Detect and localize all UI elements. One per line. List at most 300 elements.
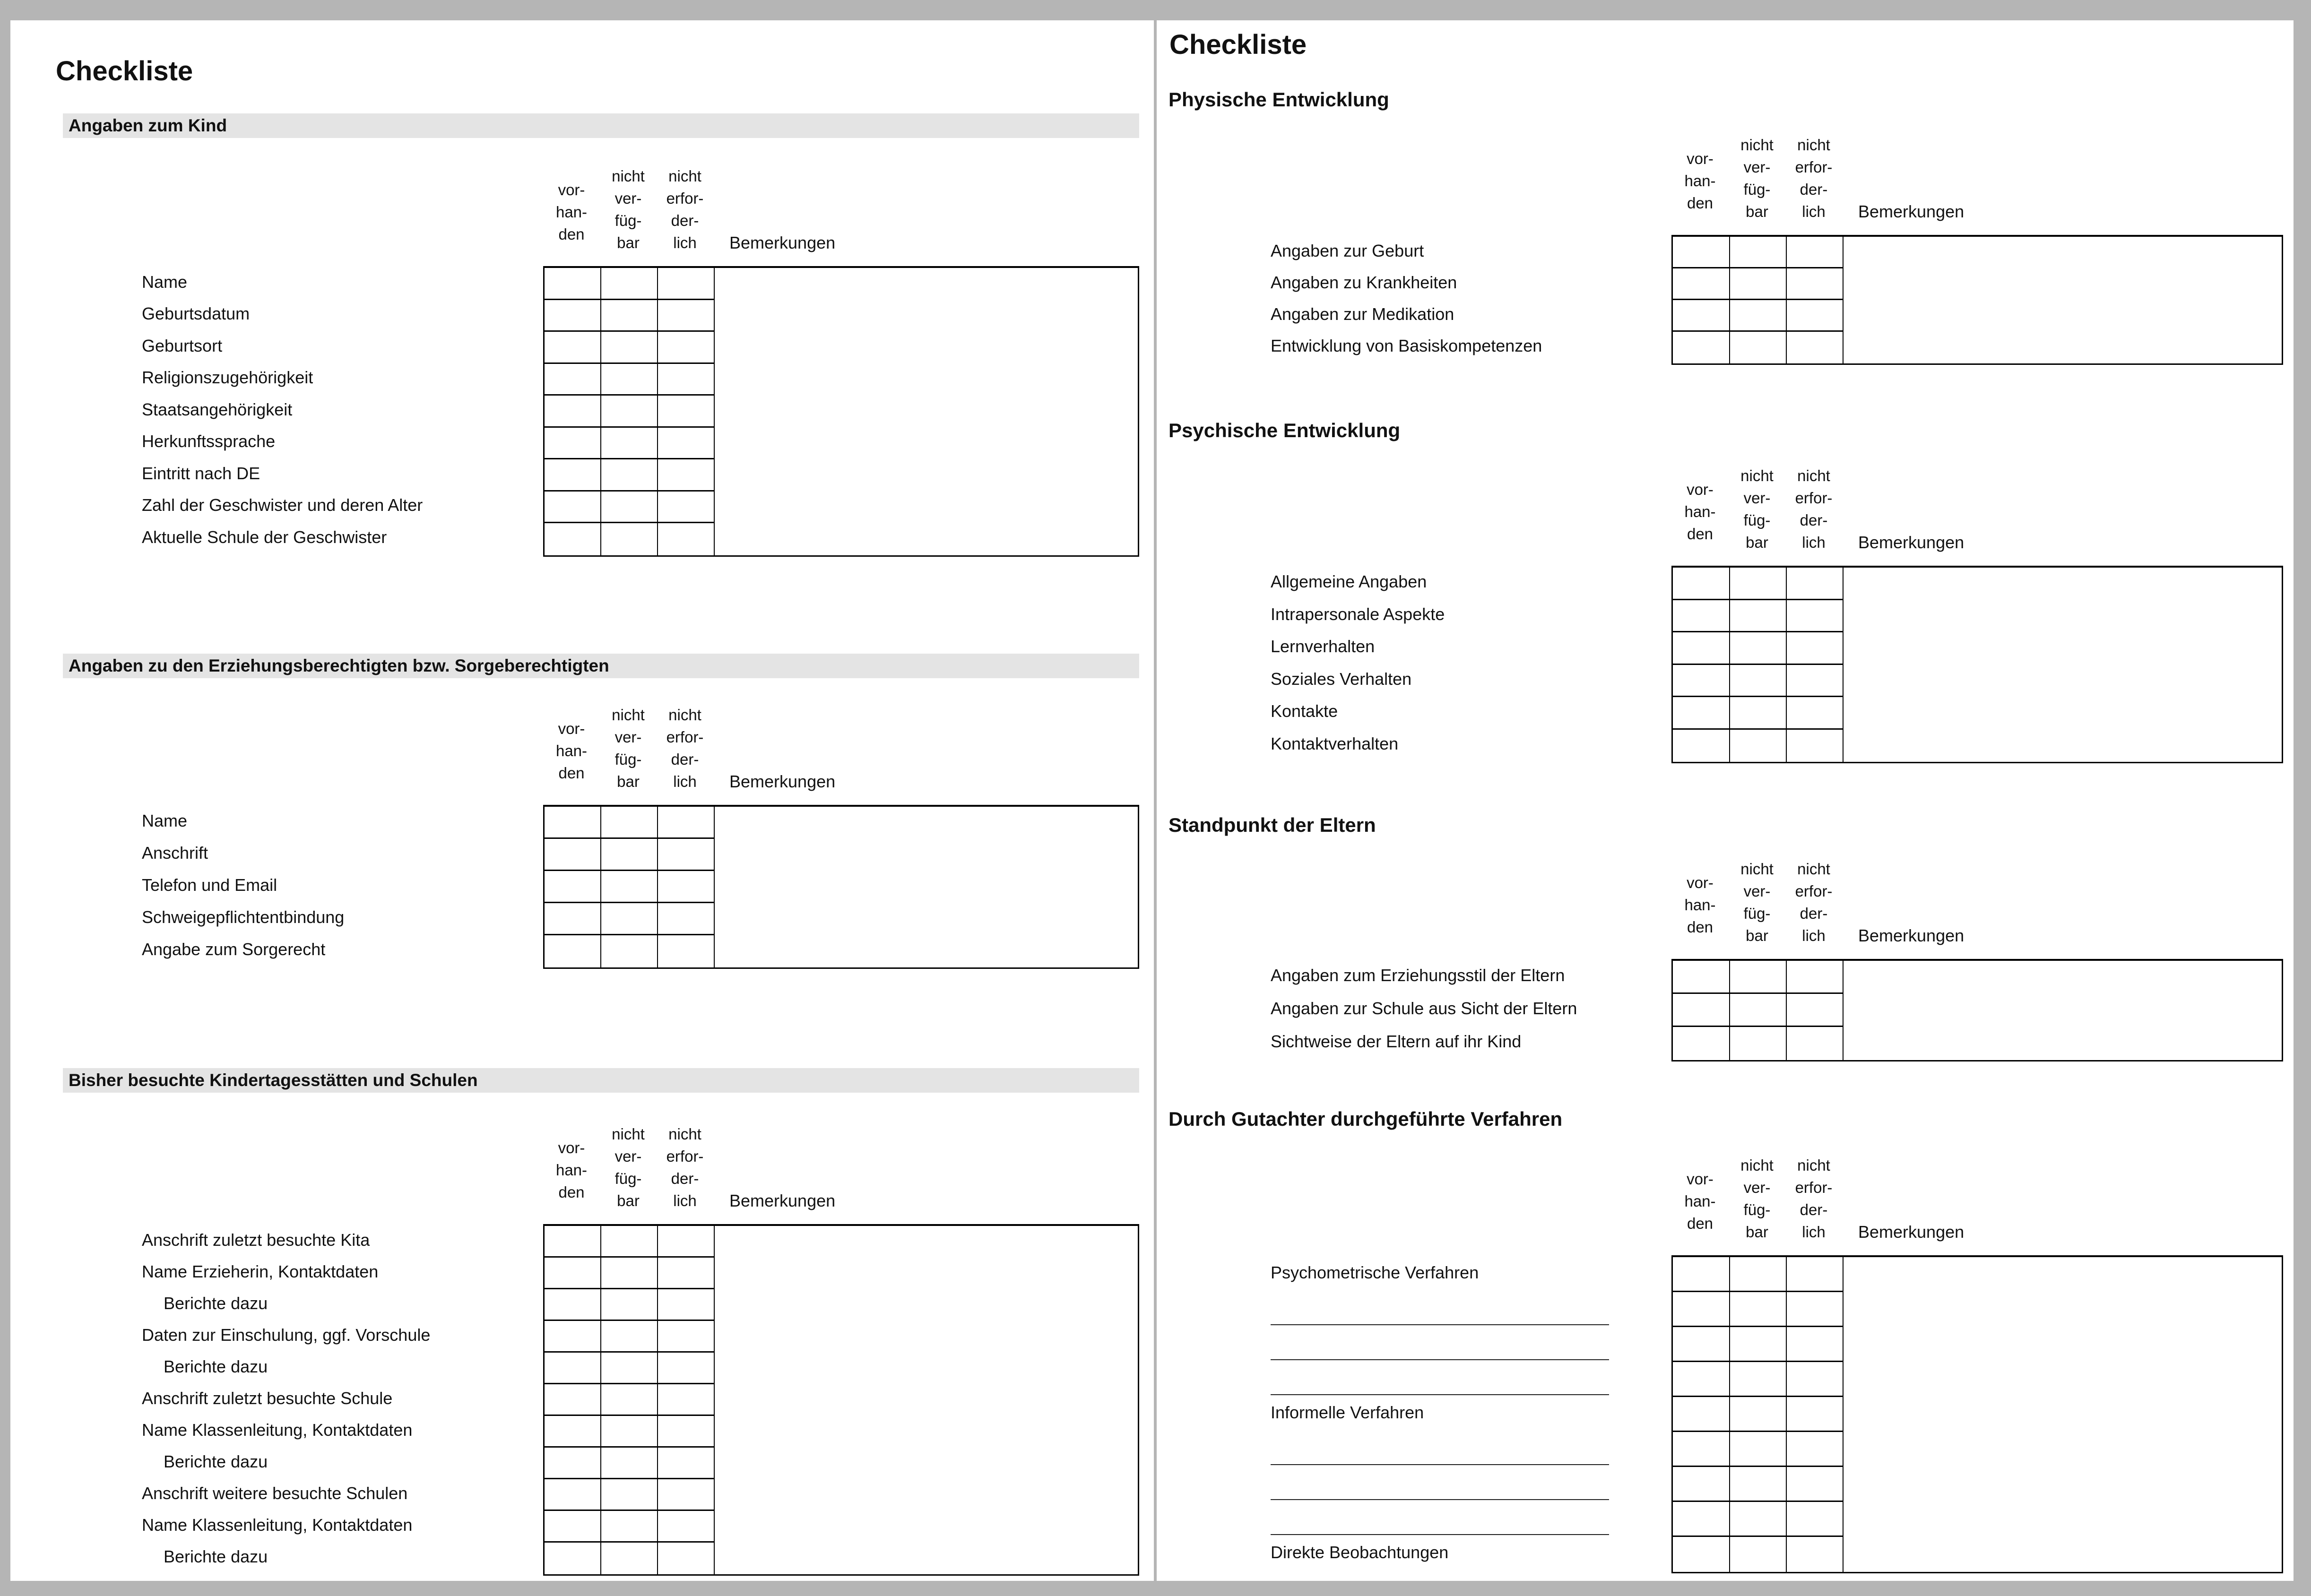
row-label [1271,298,1671,330]
col-header-line: lich [673,773,697,790]
cell-nicht-erforderlich[interactable] [1787,1537,1844,1572]
col-header-line: nicht [668,167,701,185]
col-header-line: füg- [1743,511,1771,529]
cell-vorhanden[interactable] [545,428,601,460]
cell-nicht-verfuegbar[interactable] [1730,568,1787,600]
row-label-text: Religionszugehörigkeit [142,368,313,388]
bemerkungen-cell[interactable] [715,268,1138,555]
row-label [142,298,543,330]
cell-nicht-verfuegbar[interactable] [1730,268,1787,300]
bemerkungen-cell[interactable] [715,807,1138,967]
cell-nicht-erforderlich[interactable] [1787,632,1844,665]
col-header-line: vor- [1687,1170,1714,1188]
cell-nicht-verfuegbar[interactable] [1730,1257,1787,1292]
row-label-text: Lernverhalten [1271,637,1375,656]
cell-nicht-verfuegbar[interactable] [1730,1027,1787,1060]
row-label-text: Herkunftssprache [142,431,276,451]
row-label [1271,992,1671,1025]
row-label-text: Angaben zum Erziehungsstil der Eltern [1271,966,1565,985]
cell-nicht-verfuegbar[interactable] [1730,665,1787,698]
cell-nicht-verfuegbar[interactable] [1730,332,1787,363]
cell-nicht-erforderlich[interactable] [658,492,715,524]
table-column-headers [1671,134,2283,223]
col-header-nicht-erforderlich [1785,134,1842,223]
row-label-text: Berichte dazu [164,1546,268,1566]
bemerkungen-cell[interactable] [1844,961,2282,1060]
cell-nicht-verfuegbar[interactable] [601,428,658,460]
col-header-line: ver- [615,728,642,746]
cell-nicht-erforderlich[interactable] [1787,697,1844,730]
cell-nicht-verfuegbar[interactable] [601,903,658,935]
col-header-line: bar [617,773,640,790]
row-label [142,933,543,966]
checkbox-grid [543,805,1139,969]
row-label-text: Entwicklung von Basiskompetenzen [1271,336,1542,355]
cell-nicht-erforderlich[interactable] [658,1479,715,1511]
cell-nicht-erforderlich[interactable] [658,1448,715,1479]
cell-nicht-verfuegbar[interactable] [601,1416,658,1448]
cell-nicht-verfuegbar[interactable] [1730,994,1787,1027]
col-header-nicht-erforderlich [657,165,713,254]
row-label [1271,1395,1671,1430]
row-label-text: Informelle Verfahren [1271,1403,1424,1422]
cell-nicht-verfuegbar[interactable] [1730,1537,1787,1572]
cell-nicht-erforderlich[interactable] [1787,1292,1844,1327]
row-label [1271,1535,1671,1570]
cell-nicht-erforderlich[interactable] [658,839,715,871]
cell-vorhanden[interactable] [545,1479,601,1511]
cell-nicht-erforderlich[interactable] [1787,1467,1844,1502]
row-label-text: Psychometrische Verfahren [1271,1263,1479,1282]
cell-nicht-erforderlich[interactable] [1787,600,1844,633]
table-column-headers [543,1123,1139,1212]
table-body [1271,566,2283,763]
row-label-column [1271,959,1671,1061]
row-label-text: Kontakte [1271,701,1338,721]
col-header-line: erfor- [666,728,704,746]
col-header-line: erfor- [666,190,704,207]
col-header-line: der- [671,1170,699,1187]
row-label-text: Berichte dazu [164,1451,268,1471]
cell-nicht-verfuegbar[interactable] [1730,1467,1787,1502]
cell-vorhanden[interactable] [545,807,601,839]
col-header-line: den [1687,194,1714,212]
cell-nicht-verfuegbar[interactable] [601,332,658,364]
cell-nicht-erforderlich[interactable] [658,1289,715,1321]
cell-nicht-verfuegbar[interactable] [601,396,658,428]
cell-vorhanden[interactable] [1673,332,1730,363]
col-header-line: lich [1802,1223,1826,1241]
cell-vorhanden[interactable] [1673,1537,1730,1572]
col-header-line: nicht [1740,1156,1774,1174]
cell-nicht-verfuegbar[interactable] [1730,237,1787,268]
cell-nicht-verfuegbar[interactable] [1730,697,1787,730]
row-label [142,1509,543,1541]
cell-vorhanden[interactable] [545,1289,601,1321]
cell-nicht-verfuegbar[interactable] [1730,730,1787,762]
cell-nicht-verfuegbar[interactable] [1730,961,1787,994]
cell-vorhanden[interactable] [545,935,601,967]
cell-nicht-verfuegbar[interactable] [1730,1502,1787,1537]
cell-nicht-verfuegbar[interactable] [601,1479,658,1511]
col-header-line: füg- [615,751,642,768]
cell-vorhanden[interactable] [1673,1502,1730,1537]
cell-vorhanden[interactable] [1673,1257,1730,1292]
row-label [1271,267,1671,298]
col-header-bemerkungen: Bemerkungen [1858,202,1965,221]
cell-nicht-erforderlich[interactable] [1787,665,1844,698]
col-header-line: han- [555,1161,588,1179]
col-header-line: erfor- [1795,158,1833,176]
table-body [1271,959,2283,1061]
table-body [142,1224,1139,1576]
col-header-line: han- [555,203,588,221]
cell-nicht-erforderlich[interactable] [1787,961,1844,994]
cell-nicht-erforderlich[interactable] [658,903,715,935]
cell-nicht-erforderlich[interactable] [658,1321,715,1353]
col-header-vorhanden [543,179,600,254]
cell-nicht-erforderlich[interactable] [658,1416,715,1448]
row-label [142,394,543,426]
blank-writing-row [1271,1500,1671,1535]
col-header-line: bar [1746,203,1768,220]
col-header-line: lich [1802,927,1826,944]
col-header-line: füg- [1743,181,1771,198]
col-header-line: bar [617,234,640,251]
cell-vorhanden[interactable] [545,1511,601,1543]
col-header-nicht-verfuegbar [600,1123,657,1212]
cell-vorhanden[interactable] [1673,1432,1730,1467]
cell-nicht-verfuegbar[interactable] [601,1258,658,1289]
cell-nicht-erforderlich[interactable] [1787,268,1844,300]
bemerkungen-cell[interactable] [1844,1257,2282,1572]
row-label-text: Anschrift zuletzt besuchte Kita [142,1230,370,1250]
cell-nicht-erforderlich[interactable] [1787,1257,1844,1292]
col-header-line: erfor- [1795,1179,1833,1196]
cell-nicht-erforderlich[interactable] [1787,1362,1844,1397]
col-header-line: den [558,225,585,243]
page-title: Checkliste [56,56,193,86]
cell-nicht-verfuegbar[interactable] [601,364,658,396]
cell-vorhanden[interactable] [545,1321,601,1353]
col-header-vorhanden [543,1137,600,1212]
col-header-line: ver- [1743,489,1771,507]
col-header-vorhanden [1671,1168,1729,1243]
col-header-nicht-erforderlich [657,704,713,793]
cell-vorhanden[interactable] [1673,1467,1730,1502]
row-label [142,426,543,458]
table-body [142,805,1139,969]
col-header-line: ver- [615,1147,642,1165]
col-header-line: ver- [1743,158,1771,176]
cell-nicht-erforderlich[interactable] [1787,568,1844,600]
cell-nicht-erforderlich[interactable] [658,1353,715,1384]
col-header-line: nicht [1797,1156,1830,1174]
col-header-line: han- [555,742,588,759]
row-label [142,490,543,522]
cell-nicht-verfuegbar[interactable] [601,1321,658,1353]
row-label [1271,330,1671,362]
col-header-vorhanden [1671,147,1729,223]
cell-nicht-erforderlich[interactable] [658,268,715,300]
col-header-line: füg- [1743,1201,1771,1218]
cell-nicht-erforderlich[interactable] [658,364,715,396]
cell-vorhanden[interactable] [1673,1292,1730,1327]
cell-nicht-verfuegbar[interactable] [1730,300,1787,332]
col-header-line: nicht [1740,136,1774,154]
col-header-line: ver- [1743,882,1771,900]
cell-vorhanden[interactable] [1673,730,1730,762]
cell-vorhanden[interactable] [545,396,601,428]
col-header-line: han- [1684,172,1716,190]
cell-nicht-erforderlich[interactable] [658,1258,715,1289]
blank-writing-row [1271,1290,1671,1325]
row-label-text: Schweigepflichtentbindung [142,907,345,927]
col-header-bemerkungen: Bemerkungen [729,1191,836,1210]
col-header-line: vor- [1687,150,1714,167]
cell-vorhanden[interactable] [545,1543,601,1574]
cell-nicht-verfuegbar[interactable] [601,935,658,967]
cell-nicht-erforderlich[interactable] [1787,1502,1844,1537]
col-header-line: nicht [668,706,701,724]
cell-vorhanden[interactable] [1673,961,1730,994]
table-body [142,266,1139,557]
cell-vorhanden[interactable] [1673,632,1730,665]
cell-vorhanden[interactable] [1673,1397,1730,1432]
cell-nicht-erforderlich[interactable] [1787,730,1844,762]
col-header-line: der- [1800,511,1828,529]
section-heading: Psychische Entwicklung [1168,419,1401,441]
cell-nicht-verfuegbar[interactable] [601,459,658,492]
bemerkungen-cell[interactable] [1844,237,2282,363]
col-header-line: lich [1802,203,1826,220]
cell-vorhanden[interactable] [545,523,601,555]
col-header-line: den [558,1183,585,1201]
col-header-nicht-erforderlich [657,1123,713,1212]
row-label-text: Anschrift zuletzt besuchte Schule [142,1388,393,1408]
cell-vorhanden[interactable] [1673,1327,1730,1362]
checklist-table-section [142,704,1139,969]
cell-vorhanden[interactable] [1673,600,1730,633]
cell-vorhanden[interactable] [545,1353,601,1384]
cell-nicht-verfuegbar[interactable] [601,1511,658,1543]
cell-nicht-verfuegbar[interactable] [601,807,658,839]
cell-nicht-erforderlich[interactable] [658,428,715,460]
cell-vorhanden[interactable] [1673,1362,1730,1397]
col-header-line: vor- [558,720,585,737]
row-label [142,330,543,362]
cell-nicht-verfuegbar[interactable] [601,492,658,524]
cell-nicht-verfuegbar[interactable] [601,1353,658,1384]
cell-nicht-erforderlich[interactable] [658,300,715,332]
cell-nicht-erforderlich[interactable] [658,523,715,555]
row-label-text: Direkte Beobachtungen [1271,1543,1449,1562]
cell-nicht-erforderlich[interactable] [1787,300,1844,332]
cell-vorhanden[interactable] [545,1384,601,1416]
cell-vorhanden[interactable] [1673,568,1730,600]
cell-nicht-verfuegbar[interactable] [601,268,658,300]
cell-vorhanden[interactable] [1673,300,1730,332]
cell-nicht-verfuegbar[interactable] [601,1543,658,1574]
cell-vorhanden[interactable] [545,1226,601,1258]
col-header-line: erfor- [1795,489,1833,507]
row-label-text: Berichte dazu [164,1293,268,1313]
cell-nicht-erforderlich[interactable] [658,1543,715,1574]
col-header-nicht-verfuegbar [600,165,657,254]
col-header-bemerkungen: Bemerkungen [729,233,836,252]
cell-vorhanden[interactable] [1673,268,1730,300]
cell-nicht-erforderlich[interactable] [658,459,715,492]
row-label-text: Angaben zur Medikation [1271,304,1454,324]
col-header-line: der- [671,212,699,229]
checklist-table-section [142,165,1139,557]
row-label [142,1224,543,1256]
cell-nicht-verfuegbar[interactable] [601,523,658,555]
cell-vorhanden[interactable] [545,364,601,396]
col-header-line: han- [1684,503,1716,520]
col-header-line: erfor- [1795,882,1833,900]
cell-nicht-erforderlich[interactable] [658,396,715,428]
col-header-line: den [1687,1215,1714,1232]
cell-nicht-erforderlich[interactable] [1787,1027,1844,1060]
cell-nicht-verfuegbar[interactable] [1730,1397,1787,1432]
cell-nicht-erforderlich[interactable] [1787,332,1844,363]
cell-vorhanden[interactable] [545,871,601,903]
row-label [142,837,543,869]
cell-vorhanden[interactable] [1673,665,1730,698]
bemerkungen-cell[interactable] [715,1226,1138,1574]
cell-nicht-verfuegbar[interactable] [601,1289,658,1321]
table-column-headers [543,165,1139,254]
cell-vorhanden[interactable] [545,332,601,364]
row-label-text: Geburtsdatum [142,304,250,324]
cell-vorhanden[interactable] [545,903,601,935]
row-label-text: Sichtweise der Eltern auf ihr Kind [1271,1032,1522,1051]
col-header-nicht-erforderlich [1785,858,1842,947]
cell-nicht-verfuegbar[interactable] [601,1448,658,1479]
col-header-line: ver- [1743,1179,1771,1196]
page-left [10,20,1154,1581]
cell-vorhanden[interactable] [545,1416,601,1448]
cell-nicht-verfuegbar[interactable] [1730,1362,1787,1397]
cell-nicht-erforderlich[interactable] [658,1511,715,1543]
row-label [142,1414,543,1446]
section-header-bar: Bisher besuchte Kindertagesstätten und Schulen [63,1068,1139,1093]
cell-nicht-erforderlich[interactable] [1787,1432,1844,1467]
cell-vorhanden[interactable] [1673,1027,1730,1060]
cell-vorhanden[interactable] [545,1258,601,1289]
cell-nicht-verfuegbar[interactable] [1730,1292,1787,1327]
col-header-nicht-verfuegbar [1729,1154,1785,1243]
checklist-table-section [1271,858,2283,1061]
row-label-column [142,1224,543,1576]
cell-nicht-verfuegbar[interactable] [601,871,658,903]
checklist-table-section [142,1123,1139,1576]
col-header-line: der- [1800,1201,1828,1218]
row-label-text: Anschrift [142,843,208,863]
col-header-line: vor- [558,181,585,198]
cell-vorhanden[interactable] [1673,994,1730,1027]
col-header-bemerkungen: Bemerkungen [729,772,836,791]
col-header-line: den [558,764,585,782]
row-label [142,1287,543,1319]
col-header-line: den [1687,525,1714,543]
checklist-table-section [1271,465,2283,763]
cell-nicht-erforderlich[interactable] [1787,1327,1844,1362]
cell-nicht-verfuegbar[interactable] [1730,600,1787,633]
page-right [1157,20,2294,1581]
row-label [142,457,543,490]
cell-nicht-verfuegbar[interactable] [601,300,658,332]
col-header-line: vor- [558,1139,585,1156]
row-label [1271,663,1671,696]
cell-nicht-verfuegbar[interactable] [601,1384,658,1416]
cell-nicht-erforderlich[interactable] [1787,994,1844,1027]
cell-nicht-verfuegbar[interactable] [1730,632,1787,665]
cell-nicht-erforderlich[interactable] [658,935,715,967]
cell-vorhanden[interactable] [545,268,601,300]
col-header-line: vor- [1687,481,1714,498]
row-label [142,1541,543,1572]
row-label-text: Eintritt nach DE [142,463,260,483]
row-label [142,901,543,933]
col-header-nicht-erforderlich [1785,465,1842,553]
cell-nicht-erforderlich[interactable] [658,1226,715,1258]
blank-writing-row [1271,1465,1671,1500]
cell-nicht-erforderlich[interactable] [1787,1397,1844,1432]
table-column-headers [1671,858,2283,947]
cell-nicht-verfuegbar[interactable] [601,1226,658,1258]
cell-nicht-erforderlich[interactable] [658,332,715,364]
cell-vorhanden[interactable] [545,839,601,871]
cell-nicht-verfuegbar[interactable] [601,839,658,871]
cell-vorhanden[interactable] [1673,697,1730,730]
cell-vorhanden[interactable] [545,300,601,332]
col-header-line: nicht [1797,136,1830,154]
col-header-nicht-verfuegbar [1729,858,1785,947]
col-header-line: füg- [1743,905,1771,922]
col-header-line: han- [1684,1192,1716,1210]
table-body [1271,235,2283,365]
row-label-text: Aktuelle Schule der Geschwister [142,527,387,547]
col-header-line: erfor- [666,1147,704,1165]
cell-vorhanden[interactable] [545,459,601,492]
checklist-table-section [1271,1154,2283,1573]
cell-nicht-erforderlich[interactable] [658,1384,715,1416]
row-label-text: Angaben zur Schule aus Sicht der Eltern [1271,999,1577,1018]
cell-vorhanden[interactable] [545,492,601,524]
row-label-text: Allgemeine Angaben [1271,572,1427,592]
bemerkungen-cell[interactable] [1844,568,2282,762]
cell-nicht-erforderlich[interactable] [1787,237,1844,268]
row-label [142,1351,543,1382]
col-header-line: füg- [615,212,642,229]
cell-nicht-verfuegbar[interactable] [1730,1432,1787,1467]
col-header-line: nicht [1740,467,1774,484]
cell-vorhanden[interactable] [1673,237,1730,268]
cell-vorhanden[interactable] [545,1448,601,1479]
row-label [1271,566,1671,598]
cell-nicht-verfuegbar[interactable] [1730,1327,1787,1362]
row-label-text: Angabe zum Sorgerecht [142,940,326,959]
row-label-text: Soziales Verhalten [1271,669,1412,689]
row-label [142,1319,543,1351]
cell-nicht-erforderlich[interactable] [658,871,715,903]
cell-nicht-erforderlich[interactable] [658,807,715,839]
row-label-text: Name Erzieherin, Kontaktdaten [142,1261,379,1281]
row-label-column [1271,566,1671,763]
row-label [1271,1255,1671,1290]
